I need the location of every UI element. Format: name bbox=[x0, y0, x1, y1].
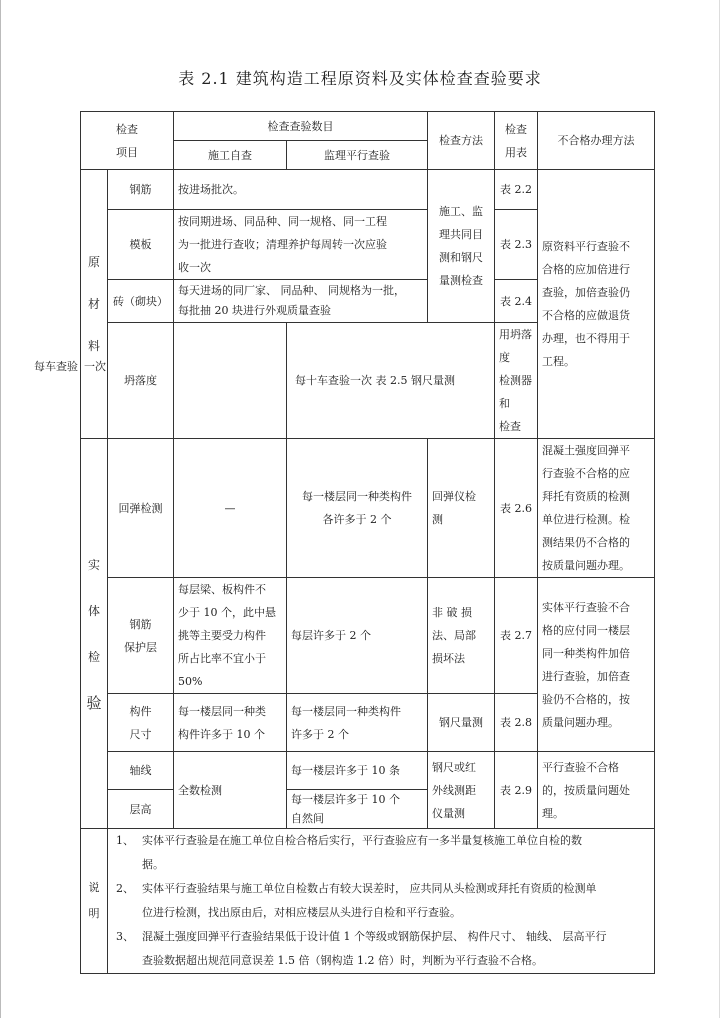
supervise-axis: 每一楼层许多于 10 条 bbox=[287, 752, 428, 790]
page-title: 表 2.1 建筑构造工程原资料及实体检查查验要求 bbox=[178, 69, 542, 88]
form-2-9: 表 2.9 bbox=[495, 752, 538, 829]
self-brick: 每天进场的同厂家、 同品种、 同规格为一批， 每批抽 20 块进行外观质量查验 bbox=[174, 280, 428, 323]
supervise-height: 每一楼层许多于 10 个 自然间 bbox=[287, 790, 428, 829]
side-label: 每车查验 bbox=[34, 360, 78, 373]
self-slump-empty bbox=[174, 323, 287, 439]
item-axis: 轴线 bbox=[108, 752, 174, 790]
notes-row bbox=[81, 829, 655, 974]
form-2-6: 表 2.6 bbox=[495, 439, 538, 578]
header-fail: 不合格办理方法 bbox=[538, 112, 655, 170]
self-rebound: — bbox=[174, 439, 287, 578]
method-cover: 非 破 损 法、局部 损坏法 bbox=[428, 578, 495, 694]
inspection-table bbox=[80, 111, 655, 974]
note-3: 3、 混凝土强度回弹平行查验结果低于设计值 1 个等级或钢筋保护层、 构件尺寸、 轴线、 层高平行 bbox=[116, 930, 607, 943]
fail-rebound: 混凝土强度回弹平 行查验不合格的应 拜托有资质的检测 单位进行检测。检 测结果仍不合格的 按质量问题办理。 bbox=[538, 439, 655, 578]
supervise-slump: 每十车查验一次 表 2.5 钢尺量测 bbox=[287, 323, 495, 439]
group-entity-label: 实 体 检 验 bbox=[81, 439, 108, 829]
item-slump: 坍落度 bbox=[108, 323, 174, 439]
form-2-4: 表 2.4 bbox=[495, 280, 538, 323]
header-form: 检查 用表 bbox=[495, 112, 538, 170]
item-cover: 钢筋 保护层 bbox=[108, 578, 174, 694]
method-size: 钢尺量测 bbox=[428, 694, 495, 752]
note-1: 1、 实体平行查验是在施工单位自检合格后实行，平行查验应有一多半量复核施工单位自检的数 bbox=[116, 834, 582, 847]
self-formwork: 按同期进场、同品种、同一规格、同一工程 为一批进行查收；清理养护每周转一次应验 收一次 bbox=[174, 210, 428, 280]
fail-axis-height: 平行查验不合格 的，按质量问题处 理。 bbox=[538, 752, 655, 829]
item-height: 层高 bbox=[108, 790, 174, 829]
item-rebar: 钢筋 bbox=[108, 170, 174, 210]
item-formwork: 模板 bbox=[108, 210, 174, 280]
form-2-7: 表 2.7 bbox=[495, 578, 538, 694]
table-row bbox=[81, 578, 655, 694]
group-raw-label: 原 材 料 bbox=[81, 170, 108, 439]
self-axis-height: 全数检测 bbox=[174, 752, 287, 829]
table-row bbox=[81, 752, 655, 790]
method-slump: 用坍落度 检测器和 检查 bbox=[495, 323, 538, 439]
header-supervise: 监理平行查验 bbox=[287, 141, 428, 170]
item-brick: 砖（砌块） bbox=[108, 280, 174, 323]
method-axis-height: 钢尺或红 外线测距 仪量测 bbox=[428, 752, 495, 829]
supervise-rebound: 每一楼层同一种类构件 各许多于 2 个 bbox=[287, 439, 428, 578]
header-row-1 bbox=[81, 112, 655, 141]
fail-cover-size: 实体平行查验不合 格的应付同一楼层 同一种类构件加倍 进行查验，加倍查 验仍不合格的，按 质量问题办理。 bbox=[538, 578, 655, 752]
form-2-3: 表 2.3 bbox=[495, 210, 538, 280]
fail-raw: 原资料平行查验不 合格的应加倍进行 查验，加倍查验仍 不合格的应做退货 办理，也不得用于 工程。 bbox=[538, 170, 655, 439]
notes-label: 说 明 bbox=[81, 829, 108, 974]
self-size: 每一楼层同一种类 构件许多于 10 个 bbox=[174, 694, 287, 752]
table-row bbox=[81, 439, 655, 578]
item-rebound: 回弹检测 bbox=[108, 439, 174, 578]
method-shared: 施工、监 理共同目 测和钢尺 量测检查 bbox=[428, 170, 495, 323]
table-row bbox=[81, 170, 655, 210]
header-self-check: 施工自查 bbox=[174, 141, 287, 170]
side-label-tail: 一次 bbox=[84, 360, 106, 373]
supervise-cover: 每层许多于 2 个 bbox=[287, 578, 428, 694]
page-edge-left bbox=[0, 0, 1, 1018]
supervise-size: 每一楼层同一种类构件 许多于 2 个 bbox=[287, 694, 428, 752]
form-2-2: 表 2.2 bbox=[495, 170, 538, 210]
notes-content: 1、 实体平行查验是在施工单位自检合格后实行，平行查验应有一多半量复核施工单位自检的数 据。 2、 实体平行查验结果与施工单位自检数占有较大误差时， 应共同从头检测或拜托有资质的检测单 位进行检测，找出原由后，对相应楼层从头进行自检和平行查验。 3、 混凝土强度回弹平行查验结果低于设计值 1 个等级或钢筋保护层、 构件尺寸、 轴线、 层高平行 查验数据超出规范同意误差 1.5 倍（钢构造 1.2 倍）时，判断为平行查验不合格。 bbox=[108, 829, 655, 974]
self-rebar: 按进场批次。 bbox=[174, 170, 428, 210]
item-size: 构件 尺寸 bbox=[108, 694, 174, 752]
header-content: 检查查验数目 bbox=[174, 112, 428, 141]
header-item: 检查 项目 bbox=[81, 112, 174, 170]
method-rebound: 回弹仪检 测 bbox=[428, 439, 495, 578]
form-2-8: 表 2.8 bbox=[495, 694, 538, 752]
note-2: 2、 实体平行查验结果与施工单位自检数占有较大误差时， 应共同从头检测或拜托有资质的检测单 bbox=[116, 882, 597, 895]
header-method: 检查方法 bbox=[428, 112, 495, 170]
self-cover: 每层梁、板构件不 少于 10 个，此中悬 挑等主要受力构件 所占比率不宜小于 50% bbox=[174, 578, 287, 694]
